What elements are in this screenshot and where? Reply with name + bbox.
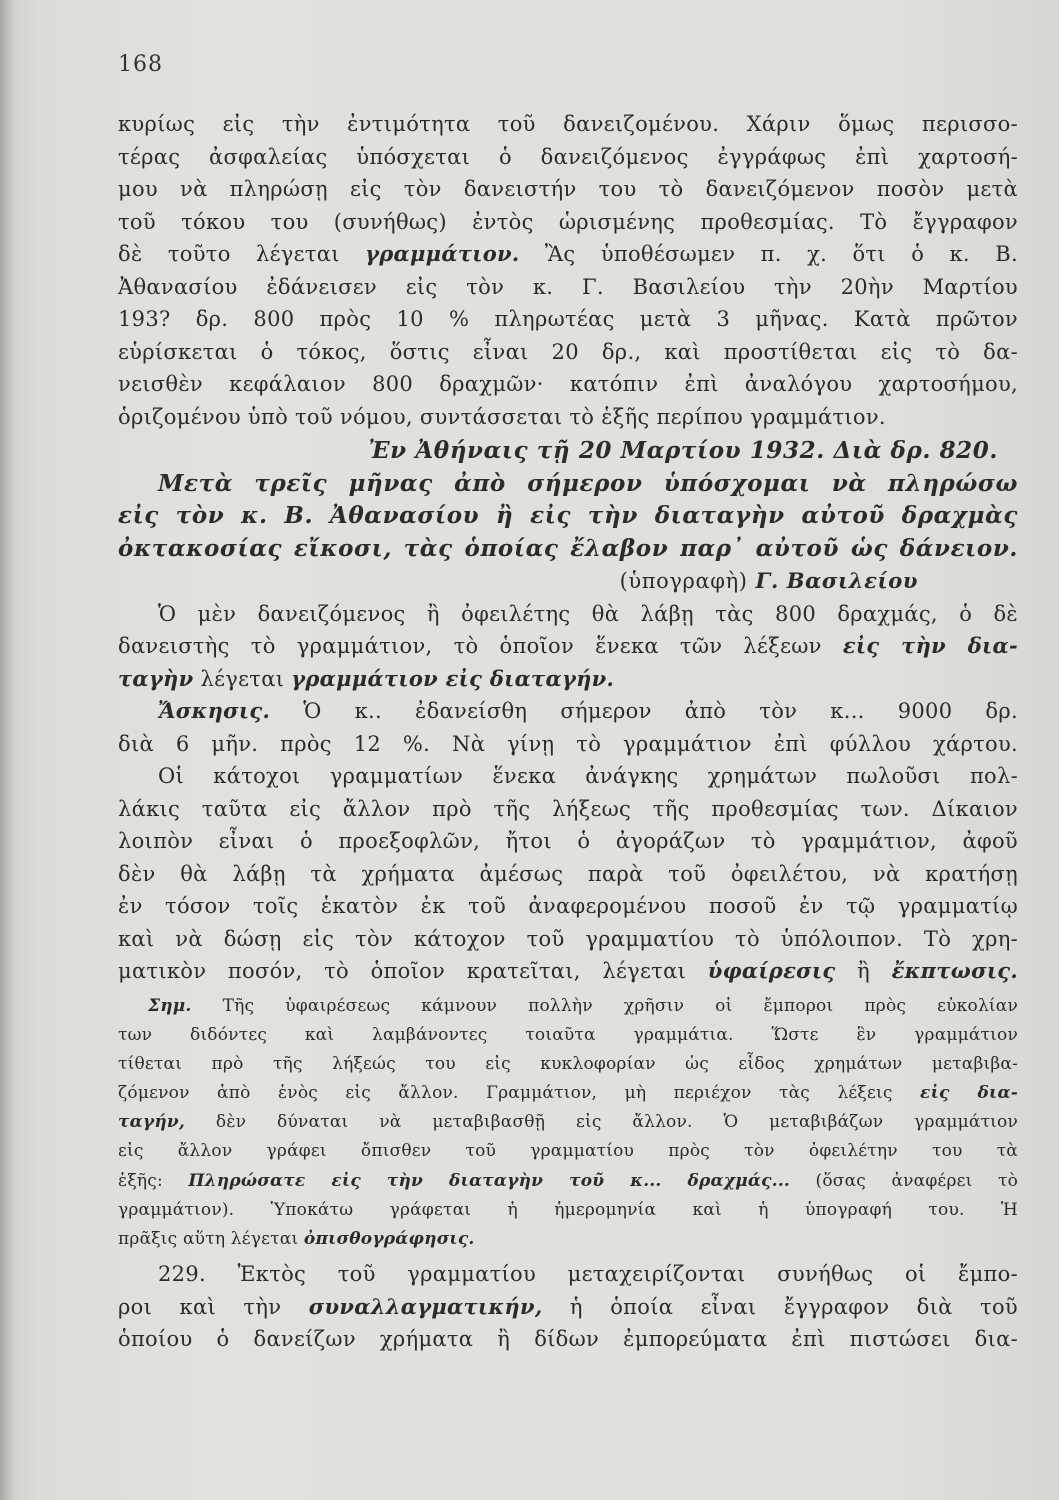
signature-line [118,565,1018,598]
text-run: Ὁ κ.. ἐδανείσθη σήμερον ἀπὸ τὸν κ... 9000 δρ. [303,699,1018,723]
text-run: πρᾶξις αὕτη λέγεται [118,1229,299,1249]
note-text-line [118,1167,1018,1196]
text-run: δὲν δύναται νὰ μεταβιβασθῇ εἰς ἄλλον. Ὁ μεταβιβάζων γραμμάτιον [215,1112,1019,1133]
term-rebate: ἔκπτωσις. [891,958,1019,983]
text-line [118,955,1018,988]
text-line: ἐν τόσον τοῖς ἑκατὸν ἐκ τοῦ ἀναφερομένου ποσοῦ ἐν τῷ γραμματίῳ [118,894,1018,918]
text-run: ἡ ὁποία εἶναι ἔγγραφον διὰ τοῦ [569,1294,1018,1319]
text-line: δὲν θὰ λάβῃ τὰ χρήματα ἀμέσως παρὰ τοῦ ὀφειλέτου, νὰ κρατήσῃ [118,861,1018,886]
text-run: ἑξῆς: [118,1170,163,1191]
exercise [118,695,1018,760]
footnote [118,992,1018,1255]
note-label: Σημ. [148,995,192,1016]
text-run: δὲ τοῦτο λέγεται [118,242,340,266]
text-run: Ἂς ὑποθέσωμεν π. χ. ὅτι ὁ κ. Β. [544,242,1018,266]
paragraph-2 [118,598,1018,696]
note-text-line: των διδόντες καὶ λαμβάνοντες τοιαῦτα γραμμάτια. Ὥστε ἓν γραμμάτιον [118,1024,1018,1045]
note-text-line: τίθεται πρὸ τῆς λήξεώς του εἰς κυκλοφορίαν ὡς εἶδος χρημάτων μεταβιβα- [118,1053,1018,1074]
term-endorsement: ὀπισθογράφησις. [303,1229,475,1249]
note-text-line [118,1079,1018,1108]
term-order-note: γραμμάτιον εἰς διαταγήν. [291,665,615,691]
promissory-note-example [118,435,1018,598]
text-run: (ὅσας ἀναφέρει τὸ [815,1170,1019,1191]
text-run: ἢ [857,959,870,983]
term-to-order: ταγὴν [118,665,194,691]
text-line: Οἱ κάτοχοι γραμματίων ἕνεκα ἀνάγκης χρημάτων πωλοῦσι πολ- [158,764,1018,788]
signature-name: Γ. Βασιλείου [755,568,918,593]
note-text-line: γραμμάτιον). Ὑποκάτω γράφεται ἡ ἡμερομηνία καὶ ἡ ὑπογραφή του. Ἡ [118,1199,1018,1220]
page-edge-shadow [0,0,14,1500]
text-line [118,630,1018,663]
endorsement-formula: Πληρώσατε εἰς τὴν διαταγὴν τοῦ κ... δραχμάς... [188,1170,791,1191]
text-run: ζόμενον ἀπὸ ἑνὸς εἰς ἄλλον. Γραμμάτιον, μὴ περιέχον τὰς λέξεις [118,1083,893,1104]
text-line: τοῦ τόκου του (συνήθως) ἐντὸς ὡρισμένης προθεσμίας. Τὸ ἔγγραφον [118,209,1018,234]
text-line: 193? δρ. 800 πρὸς 10 % πληρωτέας μετὰ 3 μῆνας. Κατὰ πρῶτον [118,307,1018,331]
text-line: 229. Ἐκτὸς τοῦ γραμματίου μεταχειρίζονται συνήθως οἱ ἔμπο- [158,1262,1018,1287]
paragraph-1 [118,108,1018,433]
text-line: λάκις ταῦτα εἰς ἄλλον πρὸ τῆς λήξεως τῆς προθεσμίας των. Δίκαιον [118,796,1018,821]
note-text-line: εἰς ἄλλον γράφει ὄπισθεν τοῦ γραμματίου πρὸς τὸν ὀφειλέτην του τὰ [118,1141,1018,1162]
note-date-line: Ἐν Ἀθήναις τῇ 20 Μαρτίου 1932. Διὰ δρ. 820. [368,437,998,464]
term-to-order: εἰς δια- [920,1083,1018,1104]
text-line: νεισθὲν κεφάλαιον 800 δραχμῶν· κατόπιν ἐπὶ ἀναλόγου χαρτοσήμου, [118,372,1018,396]
text-run: ματικὸν ποσόν, τὸ ὁποῖον κρατεῖται, λέγεται [118,959,687,983]
note-text-line [118,1225,1018,1254]
text-line: Ὁ μὲν δανειζόμενος ἢ ὀφειλέτης θὰ λάβῃ τὰς 800 δραχμάς, ὁ δὲ [158,601,1018,626]
exercise-label: Ἄσκησις. [158,698,271,723]
page-body [118,108,1018,1356]
term-discount: ὑφαίρεσις [707,958,836,983]
term-to-order: ταγήν, [118,1112,186,1133]
note-text-line [118,1108,1018,1137]
text-line [118,1291,1018,1324]
text-line [118,663,1018,696]
text-line: εὑρίσκεται ὁ τόκος, ὅστις εἶναι 20 δρ., καὶ προστίθεται εἰς τὸ δα- [118,339,1018,364]
note-text-line [118,992,1018,1021]
text-line: κυρίως εἰς τὴν ἐντιμότητα τοῦ δανειζομένου. Χάριν ὅμως περισσο- [118,112,1018,136]
text-run: λέγεται [200,666,285,691]
page-number: 168 [118,52,163,77]
text-line: τέρας ἀσφαλείας ὑπόσχεται ὁ δανειζόμενος ἐγγράφως ἐπὶ χαρτοσή- [118,144,1018,169]
text-line: Ἀθανασίου ἐδάνεισεν εἰς τὸν κ. Γ. Βασιλείου τὴν 20ὴν Μαρτίου [118,274,1018,299]
term-gramation: γραμμάτιον. [365,241,520,266]
text-run: δανειστὴς τὸ γραμμάτιον, τὸ ὁποῖον ἕνεκα τῶν λέξεων [118,634,822,658]
text-run: Τῆς ὑφαιρέσεως κάμνουν πολλὴν χρῆσιν οἱ ἔμποροι πρὸς εὐκολίαν [222,995,1018,1016]
text-run: ροι καὶ τὴν [118,1294,282,1319]
text-line: καὶ νὰ δώσῃ εἰς τὸν κάτοχον τοῦ γραμματίου τὸ ὑπόλοιπον. Τὸ χρη- [118,926,1018,951]
exercise-line: διὰ 6 μῆν. πρὸς 12 %. Νὰ γίνῃ τὸ γραμμάτιον ἐπὶ φύλλου χάρτου. [118,731,1018,756]
text-line: ὁποίου ὁ δανείζων χρήματα ἢ δίδων ἐμπορεύματα ἐπὶ πιστώσει δια- [118,1327,1018,1352]
note-line: εἰς τὸν κ. Β. Ἀθανασίου ἢ εἰς τὴν διαταγὴν αὐτοῦ δραχμὰς [118,502,1018,529]
exercise-line [118,695,1018,728]
term-to-order: εἰς τὴν δια- [842,633,1018,658]
term-bill-of-exchange: συναλλαγματικήν, [308,1293,543,1319]
text-line: ὁριζομένου ὑπὸ τοῦ νόμου, συντάσσεται τὸ ἑξῆς περίπου γραμμάτιον. [118,404,886,429]
note-line: ὀκτακοσίας εἴκοσι, τὰς ὁποίας ἔλαβον παρ᾽ αὐτοῦ ὡς δάνειον. [118,534,1018,562]
paragraph-4 [118,1258,1018,1356]
text-line [118,238,1018,271]
text-line: μου νὰ πληρώσῃ εἰς τὸν δανειστήν του τὸ δανειζόμενον ποσὸν μετὰ [118,177,1018,201]
paragraph-3 [118,760,1018,988]
signature-label: (ὑπογραφὴ) [619,569,748,593]
text-line: λοιπὸν εἶναι ὁ προεξοφλῶν, ἤτοι ὁ ἀγοράζων τὸ γραμμάτιον, ἀφοῦ [118,829,1018,853]
note-line: Μετὰ τρεῖς μῆνας ἀπὸ σήμερον ὑπόσχομαι νὰ πληρώσω [158,469,1018,497]
